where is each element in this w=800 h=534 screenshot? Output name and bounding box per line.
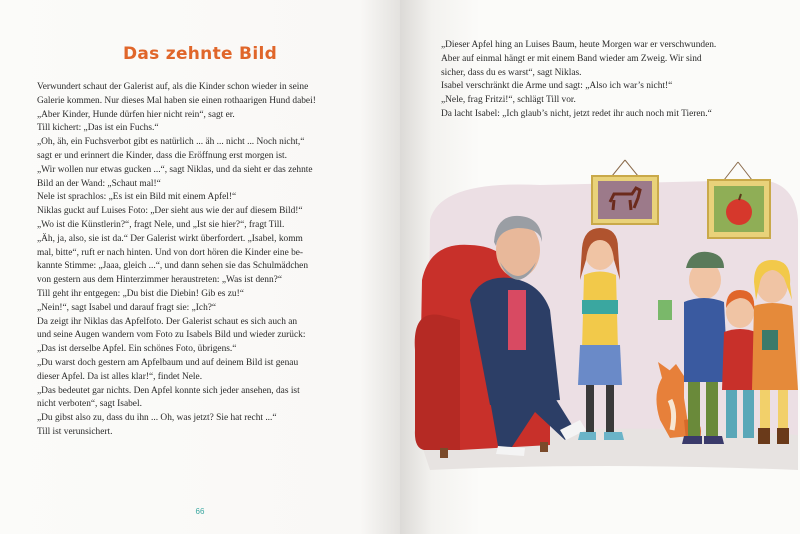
right-text-line: Da lacht Isabel: „Ich glaub’s nicht, jetzt redet ihr auch noch mit Tieren.“ [441,108,712,119]
left-text-line: „Wir wollen nur etwas gucken ...“, sagt Niklas, und da sieht er das zehnte [37,164,313,175]
left-text-line: „Das bedeutet gar nichts. Den Apfel konnte sich jeder ansehen, das ist [37,385,300,396]
left-text-line: „Nein!“, sagt Isabel und darauf fragt sie: „Ich?“ [37,302,217,313]
page-number: 66 [195,507,205,516]
left-text-line: Verwundert schaut der Galerist auf, als die Kinder schon wieder in seine [37,82,309,92]
left-text-line: Till kichert: „Das ist ein Fuchs.“ [37,123,159,134]
left-text-line: Galerie kommen. Nur dieses Mal haben sie einen rothaarigen Hund dabei! [37,95,316,106]
left-text-column [37,81,385,440]
right-text-line: Isabel verschränkt die Arme und sagt: „Also ich war’s nicht!“ [441,81,673,92]
left-text-line: Bild an der Wand: „Schaut mal!“ [37,178,161,189]
left-text-line: und seine Augen wandern vom Foto zu Isabels Bild und wieder zurück: [37,330,306,341]
right-text-column [441,39,791,122]
dog-painting [592,160,658,224]
left-text-line: „Du warst doch gestern am Apfelbaum und auf deinem Bild ist genau [37,357,299,368]
left-text-line: „Das ist derselbe Apfel. Ein schönes Foto, übrigens.“ [37,344,237,355]
left-text-line: dieser Apfel. Da ist alles klar!“, findet Nele. [37,371,203,382]
right-text-line: „Nele, frag Fritzi!“, schlägt Till vor. [441,95,576,106]
left-text-line: mal, bitte“, ruft er nach hinten. Und von dort hören die Kinder eine be- [37,247,304,258]
left-text-line: Da zeigt ihr Niklas das Apfelfoto. Der Galerist schaut es sich auch an [37,316,298,327]
apple-painting [708,162,770,238]
illustration [400,150,800,534]
left-text-line: von gestern aus dem Hinterzimmer heraustreten: „Was ist denn?“ [37,275,282,286]
left-text-line: „Aber Kinder, Hunde dürfen hier nicht rein“, sagt er. [37,109,235,120]
left-text-line: „Du gibst also zu, dass du ihn ... Oh, was jetzt? Sie hat recht ...“ [37,413,277,424]
chapter-title: Das zehnte Bild [122,44,278,64]
left-text-line: „Oh, äh, ein Fuchsverbot gibt es natürlich ... äh ... nicht ... Noch nicht,“ [37,137,305,148]
left-text-line: nicht verboten“, sagt Isabel. [37,399,142,410]
right-text-line: Aber auf einmal hängt er mit einem Band wieder am Zweig. Wir sind [441,53,702,64]
left-text-line: Niklas guckt auf Luises Foto: „Der sieht aus wie der auf diesem Bild!“ [37,206,303,217]
left-text-line: Nele ist sprachlos: „Es ist ein Bild mit einem Apfel!“ [37,192,237,203]
left-text-line: Till geht ihr entgegen: „Du bist die Diebin! Gib es zu!“ [37,288,244,299]
left-text-line: „Wo ist die Künstlerin?“, fragt Nele, und „Ist sie hier?“, fragt Till. [37,219,285,230]
right-page [400,0,800,534]
left-text-line: „Äh, ja, also, sie ist da.“ Der Galerist wirkt überfordert. „Isabel, komm [37,233,303,244]
left-text-line: sagt er und erinnert die Kinder, dass die Eröffnung erst morgen ist. [37,150,287,161]
right-text-line: „Dieser Apfel hing an Luises Baum, heute Morgen war er verschwunden. [441,40,717,50]
left-text-line: kannte Stimme: „Jaaa, gleich ...“, und dann sehen sie das Schulmädchen [37,261,309,272]
left-text-line: Till ist verunsichert. [37,426,113,437]
right-text-line: sicher, dass du es warst“, sagt Niklas. [441,67,582,78]
